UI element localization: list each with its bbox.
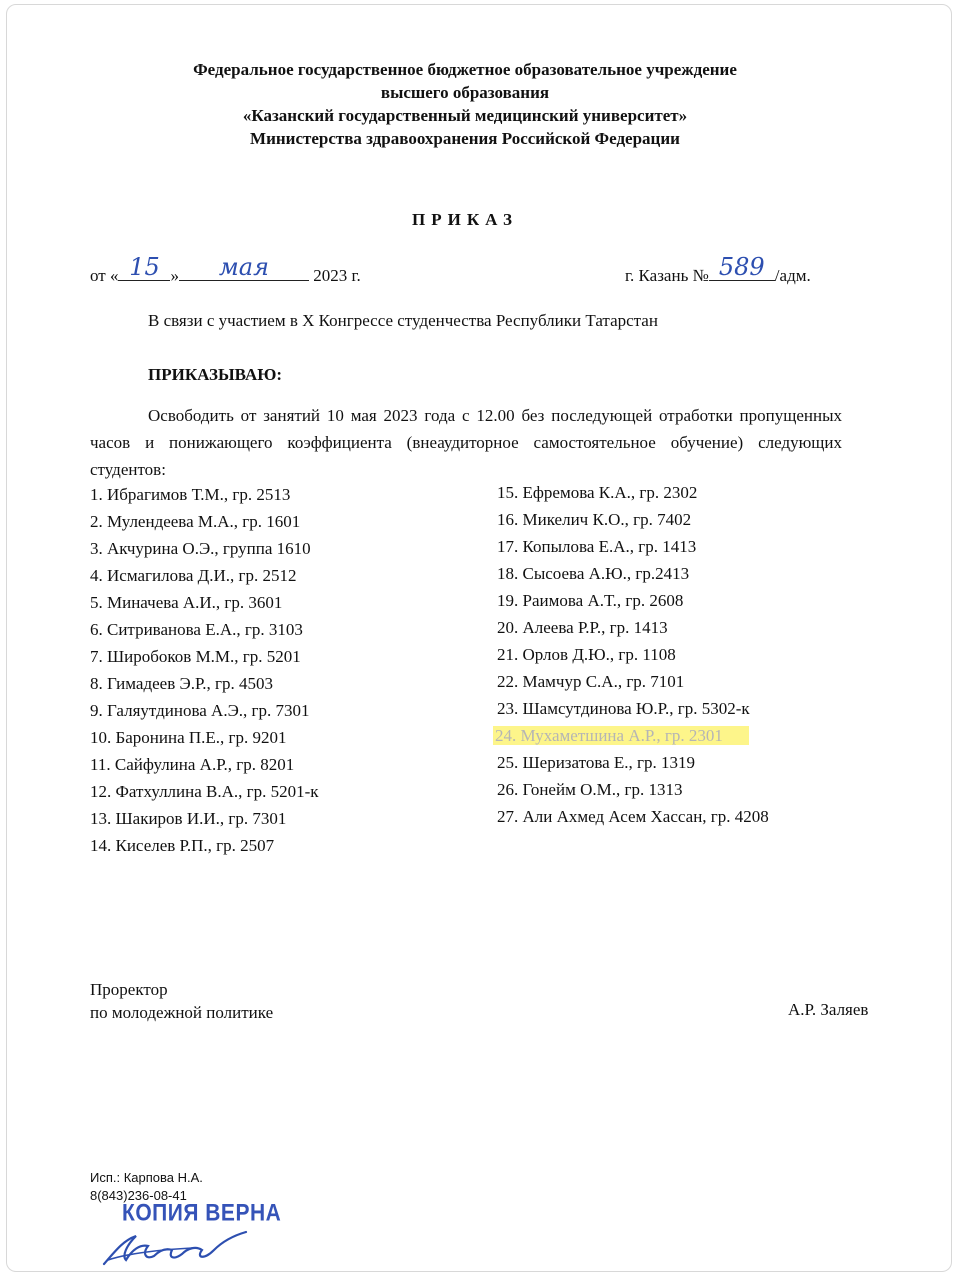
student-list-item: [497, 668, 769, 695]
student-entry: 13. Шакиров И.И., гр. 7301: [90, 809, 287, 828]
student-entry: 23. Шамсутдинова Ю.Р., гр. 5302-к: [497, 699, 750, 718]
student-list-item: [497, 533, 769, 560]
student-list-item: [90, 481, 319, 508]
number-suffix: /адм.: [774, 266, 811, 285]
copy-certified-stamp: КОПИЯ ВЕРНА: [122, 1200, 282, 1227]
student-entry: 7. Широбоков М.М., гр. 5201: [90, 647, 301, 666]
date-mid: »: [170, 266, 179, 285]
student-list-item: [497, 776, 769, 803]
student-list-item: [497, 614, 769, 641]
order-body: [90, 402, 842, 483]
header-line-3: «Казанский государственный медицинский университет»: [242, 106, 688, 125]
student-entry: 3. Акчурина О.Э., группа 1610: [90, 539, 311, 558]
number-line: [625, 253, 811, 286]
student-entry: 9. Галяутдинова А.Э., гр. 7301: [90, 701, 310, 720]
student-list-item: [497, 749, 769, 776]
student-entry: 20. Алеева Р.Р., гр. 1413: [497, 618, 668, 637]
student-list-item: [497, 479, 769, 506]
header-line-4: Министерства здравоохранения Российской Федерации: [250, 129, 680, 148]
student-list-item: [90, 535, 319, 562]
student-list-item: [497, 722, 769, 749]
order-body-text: Освободить от занятий 10 мая 2023 года с 12.00 без последующей отработки пропущенных часов и понижающего коэффициента (внеаудиторное самостоятельное обучение) следующих студентов:: [90, 406, 842, 479]
order-word: ПРИКАЗЫВАЮ:: [148, 365, 283, 384]
student-list-item: [90, 508, 319, 535]
signatory-title: [90, 978, 273, 1024]
student-list-item: [90, 832, 319, 859]
student-entry: 8. Гимадеев Э.Р., гр. 4503: [90, 674, 274, 693]
student-entry: 10. Баронина П.Е., гр. 9201: [90, 728, 287, 747]
students-left-column: [90, 481, 319, 859]
institution-header: [0, 58, 930, 150]
student-list-item: [90, 643, 319, 670]
number-field: [709, 253, 775, 281]
student-list-item: [90, 778, 319, 805]
header-line-1: Федеральное государственное бюджетное образовательное учреждение: [193, 60, 737, 79]
student-list-item: [497, 695, 769, 722]
student-entry: 5. Миначева А.И., гр. 3601: [90, 593, 283, 612]
city-prefix: г. Казань №: [625, 266, 709, 285]
student-entry: 6. Ситриванова Е.А., гр. 3103: [90, 620, 303, 639]
student-list-item: [497, 560, 769, 587]
student-entry: 25. Шеризатова Е., гр. 1319: [497, 753, 696, 772]
student-entry: 4. Исмагилова Д.И., гр. 2512: [90, 566, 297, 585]
student-list-item: [90, 670, 319, 697]
handwritten-day: 15: [129, 253, 160, 281]
student-list-item: [90, 589, 319, 616]
student-list-item: [497, 506, 769, 533]
student-entry: 1. Ибрагимов Т.М., гр. 2513: [90, 485, 291, 504]
student-entry: 11. Сайфулина А.Р., гр. 8201: [90, 755, 295, 774]
student-entry: 27. Али Ахмед Асем Хассан, гр. 4208: [497, 807, 769, 826]
student-list-item: [90, 697, 319, 724]
document-title: ПРИКАЗ: [412, 210, 518, 229]
student-entry: 12. Фатхуллина В.А., гр. 5201-к: [90, 782, 319, 801]
executor-phone: 8(843)236-08-41: [90, 1188, 187, 1203]
student-entry: 26. Гонейм О.М., гр. 1313: [497, 780, 683, 799]
student-entry: 15. Ефремова К.А., гр. 2302: [497, 483, 698, 502]
signatory-title-line-2: по молодежной политике: [90, 1003, 274, 1022]
day-field: [118, 253, 170, 281]
basis-text: В связи с участием в X Конгрессе студенчества Республики Татарстан: [148, 311, 658, 330]
student-entry: 2. Мулендеева М.А., гр. 1601: [90, 512, 301, 531]
highlighted-student-entry: 24. Мухаметшина А.Р., гр. 2301: [493, 726, 749, 745]
student-list-item: [90, 562, 319, 589]
year-text: 2023 г.: [313, 266, 361, 285]
handwritten-month: мая: [218, 253, 270, 281]
student-entry: 22. Мамчур С.А., гр. 7101: [497, 672, 685, 691]
header-line-2: высшего образования: [380, 83, 550, 102]
student-list-item: [497, 803, 769, 830]
student-list-item: [497, 641, 769, 668]
month-field: [179, 253, 309, 281]
students-right-column: [497, 479, 769, 830]
student-entry: 17. Копылова Е.А., гр. 1413: [497, 537, 697, 556]
executor-name: Исп.: Карпова Н.А.: [90, 1170, 203, 1185]
date-prefix: от «: [90, 266, 119, 285]
student-entry: 21. Орлов Д.Ю., гр. 1108: [497, 645, 676, 664]
handwritten-number: 589: [718, 253, 765, 281]
student-entry: 18. Сысоева А.Ю., гр.2413: [497, 564, 690, 583]
signatory-name: А.Р. Заляев: [788, 1000, 869, 1019]
student-list-item: [90, 805, 319, 832]
student-entry: 14. Киселев Р.П., гр. 2507: [90, 836, 275, 855]
student-entry: 16. Микелич К.О., гр. 7402: [497, 510, 692, 529]
student-list-item: [90, 724, 319, 751]
student-entry: 19. Раимова А.Т., гр. 2608: [497, 591, 684, 610]
student-list-item: [90, 616, 319, 643]
student-list-item: [497, 587, 769, 614]
student-list-item: [90, 751, 319, 778]
date-line: [90, 253, 361, 286]
signatory-title-line-1: Проректор: [90, 980, 168, 999]
handwritten-signature: [96, 1220, 256, 1270]
